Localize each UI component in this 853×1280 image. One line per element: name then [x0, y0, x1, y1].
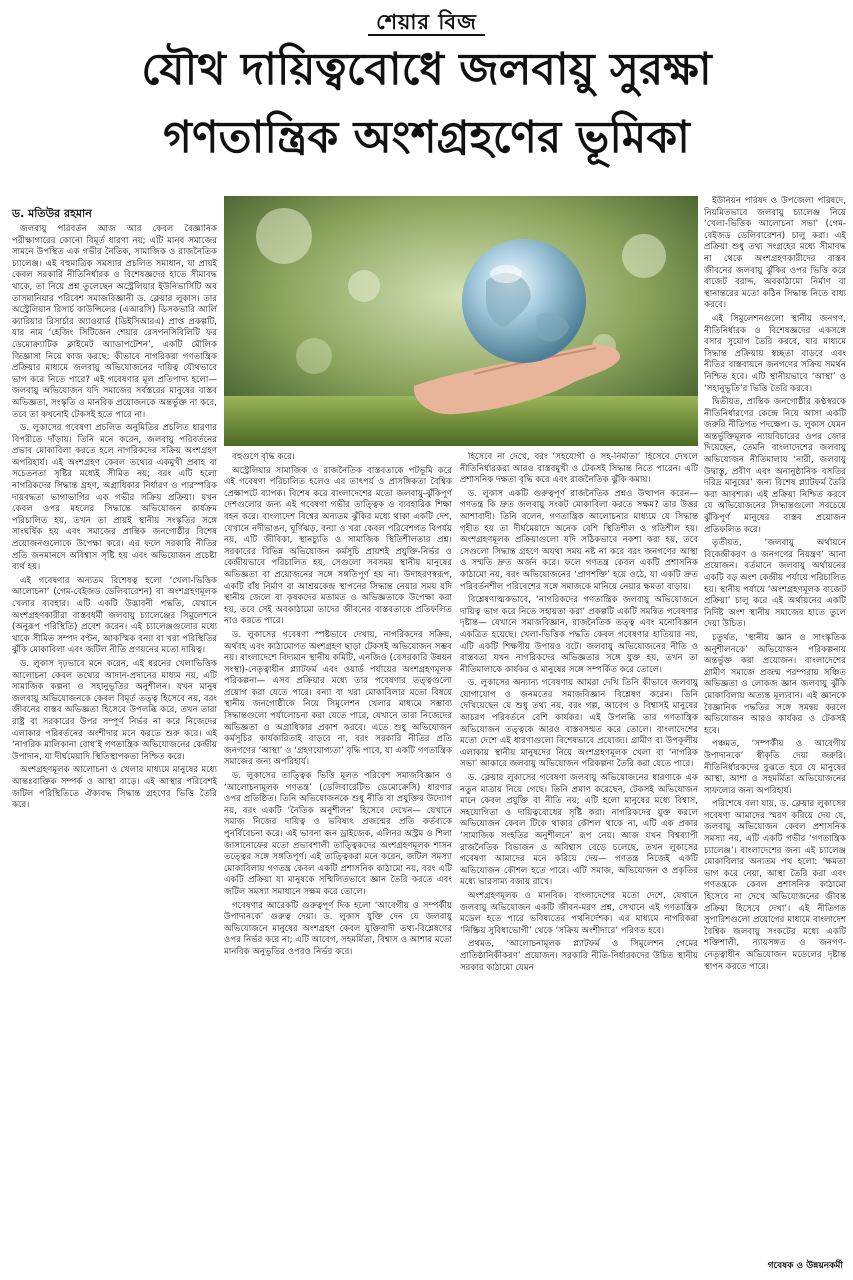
- globe-in-hand-illustration: [224, 196, 698, 446]
- paragraph: ড. লুকাসের অন্যান্য গবেষণায় আমরা দেখি তিনি কীভাবে জলবায়ু যোগাযোগ ও জনমতের সমাজবিজ্ঞান বিশ্লেষণ করেন। তিনি দেখিয়েছেন যে শুধু তথ্য নয়, বরং গল্প, আবেগ ও বিশ্বাসই মানুষের আচরণ পরিবর্তনে বেশি কার্যকর। এই উপলব্ধি তার গণতান্ত্রিক অভিযোজন তত্ত্বকে আরও বাস্তবসম্মত করে তোলে। বাংলাদেশের মতো দেশে এই ধারণাগুলো বিশেষভাবে প্রযোজ্য। গ্রামীণ বা উপকূলীয় এলাকায় স্থানীয় মানুষদের নিয়ে অংশগ্রহণমূলক খেলা বা ‘নাগরিক সভা’ আকারে জলবায়ু অভিযোজন পরিকল্পনা তৈরি করা যেতে পারে।: [460, 678, 698, 770]
- byline: ড. মতিউর রহমান: [12, 207, 92, 220]
- paragraph: পঞ্চমত, ‘সম্পর্কীয় ও আবেগীয় উপাদানকে’ স্বীকৃতি দেয়া জরুরি। নীতিনির্ধারকদের বুঝতে হবে যে মানুষের আস্থা, আশা ও সহমর্মিতা অভিযোজনের সাফল্যের জন্য অপরিহার্য।: [704, 739, 846, 796]
- paragraph: বহুগুণে বৃদ্ধি করে।: [232, 452, 295, 462]
- paragraph: চতুর্থত, ‘স্থানীয় জ্ঞান ও সাংস্কৃতিক অনুশীলনকে’ অভিযোজন পরিকল্পনায় অন্তর্ভুক্ত করা প্রয়োজন। বাংলাদেশের গ্রামীণ সমাজে প্রজন্ম পরম্পরায় সঞ্চিত অভিজ্ঞতা ও লোকজ জ্ঞান জলবায়ু ঝুঁকি মোকাবিলায় অত্যন্ত মূল্যবান। এই জ্ঞানকে বৈজ্ঞানিক পদ্ধতির সঙ্গে সমন্বয় করলে অভিযোজন আরও কার্যকর ও টেকসই হবে।: [704, 632, 846, 736]
- paragraph: অংশগ্রহণমূলক আলোচনা ও খেলার মাধ্যমে মানুষের মধ্যে আন্তঃব্যক্তিক সম্পর্ক ও আস্থা বাড়ে। এই আস্থার পরিবেশই জটিল পরিস্থিতিতে ঐক্যবদ্ধ সিদ্ধান্ত গ্রহণের ভিত্তি তৈরি করে।: [12, 765, 217, 811]
- paragraph: ইউনিয়ন পরিষদ ও উপজেলা পরিষদে, নিয়মিতভাবে জলবায়ু চ্যালেঞ্জ নিয়ে ‘খেলা-ভিত্তিক আলোচনা সভা’ (গেম-বেইজড ডেলিবারেশন) চালু করা। এই প্রক্রিয়া শুধু তথ্য সংগ্রহের মধ্যে সীমাবদ্ধ না থেকে অংশগ্রহণকারীদের বাস্তব জীবনের জলবায়ু ঝুঁকির ওপর ভিত্তি করে বাজেট বরাদ্দ, অবকাঠামো নির্মাণ বা স্থানান্তরের মতো কঠিন সিদ্ধান্ত নিতে বাধ্য করবে।: [704, 196, 846, 311]
- paragraph: ড. লুকাস দৃঢ়ভাবে মনে করেন, এই ধরনের খেলাভিত্তিক আলোচনা কেবল তথ্যের আদান-প্রদানের মাধ্যম নয়, এটি সামাজিক কল্পনা ও সহানুভূতির অনুশীলন। যখন মানুষ জলবায়ু অভিযোজনকে কেবল বিমূর্ত তত্ত্ব হিসেবে নয়, বরং জীবনের বাস্তব অভিজ্ঞতা হিসেবে উপলব্ধি করে, তখন তারা রাষ্ট্র বা সরকারের উপর সম্পূর্ণ নির্ভর না করে নিজেদের এলাকার পরিবর্তনের অংশীদার মনে করতে শুরু করে। এই ‘নাগরিক মালিকানা বোধ’ই গণতান্ত্রিক অভিযোজনের কেন্দ্রীয় উপাদান, যা দীর্ঘমেয়াদি স্থিতিস্থাপকতা নিশ্চিত করে।: [12, 658, 217, 762]
- paragraph: গবেষণার আরেকটি গুরুত্বপূর্ণ দিক হলো ‘আবেগীয় ও সম্পর্কীয় উপাদানকে’ গুরুত্ব দেয়া। ড. লুকাস যুক্তি দেন যে জলবায়ু অভিযোজনে মানুষের অংশগ্রহণ কেবল যুক্তিবাদী তথ্য-বিশ্লেষণের ওপর নির্ভর করে না; এটি আবেগ, সহমর্মিতা, বিশ্বাস ও আশার মতো মানবিক অনুভূতির ওপরও নির্ভর করে।: [224, 900, 452, 957]
- headline-line-2: গণতান্ত্রিক অংশগ্রহণের ভূমিকা: [163, 112, 690, 163]
- article-photo: [224, 196, 698, 446]
- paragraph: এই গবেষণার অন্যতম বিশেষত্ব হলো ‘খেলা-ভিত্তিক আলোচনা’ (গেম-বেইজড ডেলিবারেশন) বা অংশগ্রহণমূলক খেলার ব্যবহার। এটি একটি উদ্ভাবনী পদ্ধতি, যেখানে অংশগ্রহণকারীরা বাস্তবধর্মী জলবায়ু চ্যালেঞ্জের সিমুলেশনে (অনুরূপ পরিস্থিতি) প্রবেশ করেন। এই চ্যালেঞ্জগুলোর মধ্যে থাকে সীমিত সম্পদ বণ্টন, আকস্মিক বন্যা বা খরা পরিস্থিতির ঝুঁকি মোকাবিলা এবং জটিল নীতি প্রণয়নের মতো দায়িত্ব।: [12, 575, 217, 656]
- paragraph: দ্বিতীয়ত, প্রান্তিক জনগোষ্ঠীর কণ্ঠস্বরকে নীতিনির্ধারণের কেন্দ্রে নিয়ে আসা একটি জরুরি নীতিগত পদক্ষেপ। ড. লুকাস যেমন অন্তর্ভুক্তিমূলক ন্যায়বিচারের ওপর জোর দিয়েছেন, তেমনি বাংলাদেশের জলবায়ু অভিযোজন নীতিমালায় ‘নারী, জলবায়ু উদ্বাস্তু, প্রবীণ এবং অনানুষ্ঠানিক বসতির দরিদ্র মানুষের’ জন্য বিশেষ প্ল্যাটফর্ম তৈরি করা আবশ্যক। এই প্রক্রিয়া নিশ্চিত করবে যে অভিযোজনের সিদ্ধান্তগুলো সবচেয়ে ঝুঁকিপূর্ণ মানুষের বাস্তব প্রয়োজন প্রতিফলিত করে।: [704, 397, 846, 535]
- masthead-title: শেয়ার বিজ: [368, 10, 485, 36]
- paragraph: ড. লুকাসের তাত্ত্বিক ভিত্তি মূলত পরিবেশ সমাজবিজ্ঞান ও ‘আলোচনামূলক গণতন্ত্র’ (ডেলিবারেটিভ ডেমোক্রেসি) ধারণার ওপর প্রতিষ্ঠিত। তিনি অভিযোজনকে শুধু নীতি বা প্রযুক্তির উদ্যোগ নয়, বরং একটি ‘নৈতিক অনুশীলন’ হিসেবে দেখেন— যেখানে সমাজ নিজের দায়িত্ব ও ভবিষ্যৎ প্রজন্মের প্রতি কর্তব্যকে পুনর্বিবেচনা করে। এই ভাবনা জন ড্রাইজেক, এলিনর অস্ট্রম ও শিলা জাসানোফের মতো প্রভাবশালী তাত্ত্বিকদের অংশগ্রহণমূলক শাসন তত্ত্বের সঙ্গে সঙ্গতিপূর্ণ। এই তাত্ত্বিকরা মনে করেন, জটিল সমস্যা মোকাবিলায় গণতন্ত্র কেবল একটি প্রশাসনিক কাঠামো নয়, বরং এটি একটি প্রক্রিয়া যা মানুষকে সম্মিলিতভাবে জ্ঞান তৈরি করতে এবং জটিল সমস্যা সমাধানে সক্ষম করে তোলে।: [224, 771, 452, 897]
- author-credit: গবেষক ও উন্নয়নকর্মী: [767, 1261, 843, 1271]
- masthead: [0, 6, 853, 41]
- article-column-3: [460, 452, 698, 1268]
- paragraph: বিশ্লেষণাত্মকভাবে, ‘নাগরিকদের গণতান্ত্রিক জলবায়ু অভিযোজনে দায়িত্ব ভাগ করে নিতে সহায়তা করা’ প্রকল্পটি একটি সমন্বিত গবেষণার দৃষ্টান্ত— যেখানে সমাজবিজ্ঞান, রাজনৈতিক তত্ত্ব এবং মনোবিজ্ঞান একত্রিত হয়েছে। খেলা-ভিত্তিক পদ্ধতি কেবল গবেষণার হাতিয়ার নয়, এটি একটি শিক্ষণীয় উপায়ও বটে। জলবায়ু অভিযোজনের নীতি ও বাস্তবতা যখন নাগরিকদের অভিজ্ঞতার সঙ্গে যুক্ত হয়, তখন তা নীতিমালাকে কার্যকর ও মানুষের সঙ্গে সম্পর্কিত করে তোলে।: [460, 595, 698, 675]
- paragraph: এই সিমুলেশনগুলো স্থানীয় জনগণ, নীতিনির্ধারক ও বিশেষজ্ঞদের একসঙ্গে বসার সুযোগ তৈরি করবে, যার মাধ্যমে সিদ্ধান্ত প্রক্রিয়ায় স্বচ্ছতা বাড়বে এবং নীতির বাস্তবায়নে জনগণের সক্রিয় সমর্থন নিশ্চিত হবে। এটি স্থানীয়ভাবে ‘আস্থা’ ও ‘সহানুভূতি’র ভিত্তি তৈরি করবে।: [704, 313, 846, 394]
- paragraph: তৃতীয়ত, ‘জলবায়ু অর্থায়নে বিকেন্দ্রীকরণ ও জনগণের নিয়ন্ত্রণ’ আনা প্রয়োজন। বর্তমানে জলবায়ু অর্থায়নের একটি বড় অংশ কেন্দ্রীয় পর্যায়ে পরিচালিত হয়। স্থানীয় পর্যায়ে ‘অংশগ্রহণমূলক বাজেট প্রক্রিয়া’ চালু করে এই অর্থায়নের একটি নির্দিষ্ট অংশ স্থানীয় সমাজের হাতে তুলে দেয়া উচিত।: [704, 538, 846, 630]
- paragraph: জলবায়ু পরিবর্তন আজ আর কেবল বৈজ্ঞানিক পরীক্ষাগারের কোনো বিমূর্ত ধারণা নয়; এটি মানব সমাজের সামনে উপস্থিত এক গভীর নৈতিক, সামাজিক ও রাজনৈতিক চ্যালেঞ্জ। এই বহুমাত্রিক সমস্যার প্রচলিত সমাধান, যা প্রায়ই কেবল সরকারি নীতিনির্ধারক ও বিশেষজ্ঞদের হাতে সীমাবদ্ধ থাকে, তা নিয়ে প্রশ্ন তুলেছেন অস্ট্রেলিয়ার ইউনিভার্সিটি অব তাসমানিয়ার পরিবেশ সমাজবিজ্ঞানী ড. ক্লেয়ার লুকাস। তার অস্ট্রেলিয়ান রিসার্চ কাউন্সিলের (এআরসি) ডিসকভারি আর্লি ক্যারিয়ার রিসার্চার অ্যাওয়ার্ড (ডিইসিআরএ) প্রাপ্ত প্রকল্পটি, যার নাম ‘হেজিং সিটিজেন শেয়ার রেসপনসিবিলিটি ফর ডেমোক্র্যাটিক ক্লাইমেট অ্যাডাপটেশন’, একটি মৌলিক জিজ্ঞাসা নিয়ে কাজ করছে: কীভাবে নাগরিকরা গণতান্ত্রিক প্রক্রিয়ার মাধ্যমে জলবায়ু অভিযোজনের দায়িত্ব যৌথভাবে ভাগ করে নিতে পারে? এই গবেষণার মূল প্রতিপাদ্য হলো— জলবায়ু অভিযোজন যদি সমাজের সর্বস্তরের মানুষের বাস্তব অভিজ্ঞতা, সংস্কৃতি ও মানবিক প্রয়োজনকে অন্তর্ভুক্ত না করে, তবে তা কখনোই টেকসই হতে পারে না।: [12, 224, 217, 420]
- paragraph: ড. ক্লেয়ার লুকাসের গবেষণা জলবায়ু অভিযোজনের ধারণাকে এক নতুন মাত্রায় নিয়ে গেছে। তিনি প্রমাণ করেছেন, টেকসই অভিযোজন মানে কেবল প্রযুক্তি বা নীতি নয়; এটি হলো মানুষের মধ্যে বিশ্বাস, সহযোগিতা ও দায়িত্ববোধের সৃষ্টি করা। নাগরিকদের যুক্ত করলে অভিযোজন কেবল টিকে থাকার কৌশল থাকে না, এটি এক প্রকার ‘সামাজিক সংহতির অনুশীলনে’ রূপ নেয়। আজ যখন বিশ্বব্যাপী রাজনৈতিক বিভাজন ও অবিশ্বাস বেড়ে চলেছে, তখন লুকাসের গবেষণা আমাদের মনে করিয়ে দেয়— গণতন্ত্র নিজেই একটি অভিযোজন কৌশল হতে পারে। এটি সমাজ, অভিযোজন ও প্রকৃতির মধ্যে ভারসাম্য বজায় রাখে।: [460, 773, 698, 888]
- headline-line-1: যৌথ দায়িত্ববোধে জলবায়ু সুরক্ষা: [141, 44, 712, 95]
- paragraph: অস্ট্রেলিয়ার সামাজিক ও রাজনৈতিক বাস্তবতাকে পটভূমি করে এই গবেষণা পরিচালিত হলেও এর তাৎপর্য ও প্রাসঙ্গিকতা বৈশ্বিক প্রেক্ষাপটে ব্যাপক। বিশেষ করে বাংলাদেশের মতো জলবায়ু-ঝুঁকিপূর্ণ দেশগুলোর জন্য এই গবেষণা গভীর তাত্ত্বিক ও ব্যবহারিক শিক্ষা বহন করে। বাংলাদেশ বিশ্বের অন্যতম ঝুঁকির মধ্যে থাকা একটি দেশ, যেখানে নদীভাঙন, ঘূর্ণিঝড়, বন্যা ও খরা কেবল পরিবেশগত বিপর্যয় নয়, এটি জীবিকা, স্থানচ্যুতি ও সামাজিক স্থিতিশীলতার প্রশ্ন। সরকারের বিভিন্ন অভিযোজন কর্মসূচি প্রায়শই প্রযুক্তি-নির্ভর ও কেন্দ্রীয়ভাবে পরিচালিত হয়, সেগুলো সবসময় স্থানীয় মানুষের অভিজ্ঞতা বা প্রয়োজনের সঙ্গে সঙ্গতিপূর্ণ হয় না। উদাহরণস্বরূপ, একটি বাঁধ নির্মাণ বা আশ্রয়কেন্দ্র স্থাপনের সিদ্ধান্ত নেয়ার সময় যদি স্থানীয় জেলে বা কৃষকদের মতামত ও অভিজ্ঞতাকে উপেক্ষা করা হয়, তবে সেই অবকাঠামো তাদের জীবনের বাস্তবতাকে প্রতিফলিত নাও করতে পারে।: [224, 465, 452, 627]
- article-column-1: [12, 224, 217, 1268]
- article-column-4: [704, 196, 846, 1256]
- paragraph: ড. লুকাস একটি গুরুত্বপূর্ণ রাজনৈতিক প্রশ্নও উত্থাপন করেন— গণতন্ত্র কি দ্রুত জলবায়ু সংকট মোকাবিলা করতে সক্ষম? তার উত্তর আশাবাদী। তিনি বলেন, গণতান্ত্রিক আলোচনার মাধ্যমে যে সিদ্ধান্ত গৃহীত হয় তা দীর্ঘমেয়াদে অনেক বেশি স্থিতিশীল ও গতিশীল হয়। অংশগ্রহণমূলক প্রক্রিয়াগুলো যদি সঠিকভাবে নকশা করা হয়, তবে সেগুলো সিদ্ধান্ত গ্রহণে অযথা সময় নষ্ট না করে বরং জনগণের আস্থা ও সম্মতি দ্রুত অর্জন করে। ফলে গণতন্ত্র কেবল একটি প্রশাসনিক কাঠামো নয়, বরং অভিযোজনের ‘প্রাণশক্তি’ হয়ে ওঠে, যা একটি দ্রুত পরিবর্তনশীল পরিবেশের সঙ্গে সমাজকে মানিয়ে নেয়ার ক্ষমতা বাড়ায়।: [460, 488, 698, 592]
- paragraph: ড. লুকাসের গবেষণা প্রচলিত অনুমিতির প্রচলিত ধারণার বিপরীতে দাঁড়ায়। তিনি মনে করেন, জলবায়ু পরিবর্তনের প্রভাব মোকাবিলা করতে হলে নাগরিকদের সক্রিয় অংশগ্রহণ অপরিহার্য। এই অংশগ্রহণ কেবল তথ্যের একমুখী প্রবাহ বা সচেতনতা সৃষ্টির মধ্যেই সীমিত নয়; বরং এটি হলো নাগরিকদের সিদ্ধান্ত গ্রহণ, অগ্রাধিকার নির্ধারণ ও পারস্পরিক দায়বদ্ধতা ভাগাভাগির এক গভীর সক্রিয় প্রক্রিয়া। যখন কেবল ওপর মহলের সিদ্ধান্তে অভিযোজন কার্যক্রম পরিচালিত হয়, তখন তা প্রায়ই স্থানীয় সংস্কৃতির সঙ্গে সাংঘর্ষিক হয় এবং সমাজের প্রান্তিক জনগোষ্ঠীর বিশেষ প্রয়োজনগুলোকে উপেক্ষা করে। এর ফলে সরকারি নীতির প্রতি জনমানসে অবিশ্বাস সৃষ্টি হয় এবং অভিযোজন প্রচেষ্টা ব্যর্থ হয়।: [12, 423, 217, 573]
- paragraph: অংশগ্রহণমূলক ও মানবিক। বাংলাদেশের মতো দেশে, যেখানে জলবায়ু অভিযোজন একটি জীবন-মরণ প্রশ্ন, সেখানে এই গণতান্ত্রিক মডেল হতে পারে ভবিষ্যতের পথনির্দেশক। এর মাধ্যমে নাগরিকরা ‘নিষ্ক্রিয় সুবিধাভোগী’ থেকে ‘সক্রিয় অংশীদারে’ পরিণত হবে।: [460, 890, 698, 936]
- paragraph: হিসেবে না দেখে, বরং ‘সহযোগী ও সহ-নির্মাতা’ হিসেবে দেখলে নীতিনির্ধারকরা আরও বাস্তবমুখী ও টেকসই সিদ্ধান্ত নিতে পারেন। এটি প্রশাসনিক দক্ষতা বৃদ্ধি করে এবং রাজনৈতিক ঝুঁকি কমায়।: [460, 452, 698, 486]
- article-column-2: [224, 452, 452, 1268]
- paragraph: পরিশেষে বলা যায়, ড. ক্লেয়ার লুকাসের গবেষণা আমাদের স্মরণ করিয়ে দেয় যে, জলবায়ু অভিযোজন কেবল প্রশাসনিক সমস্যা নয়, এটি একটি গভীর ‘গণতান্ত্রিক চ্যালেঞ্জ’। বাংলাদেশের জন্য এই চ্যালেঞ্জ মোকাবিলার অন্যতম পথ হলো: ‘ক্ষমতা ভাগ করে নেয়া, আস্থা তৈরি করা এবং গণতন্ত্রকে কেবল প্রশাসনিক কাঠামো হিসেবে না দেখে অভিযোজনের জীবন্ত প্রক্রিয়া হিসেবে দেখা’। এই নীতিগত সুপারিশগুলো প্রয়োগের মাধ্যমে বাংলাদেশ বৈশ্বিক জলবায়ু সংকটের মধ্যে একটি শক্তিশালী, ন্যায়সঙ্গত ও জনগণ-নেতৃত্বাধীন অভিযোজন মডেলের দৃষ্টান্ত স্থাপন করতে পারে।: [704, 799, 846, 972]
- paragraph: ড. লুকাসের গবেষণা স্পষ্টভাবে দেখায়, নাগরিকদের সক্রিয়, অর্থবহ এবং কাঠামোগত অংশগ্রহণ ছাড়া টেকসই অভিযোজন সম্ভব নয়। বাংলাদেশে বিদ্যমান স্থানীয় কমিটি, এনজিও (বেসরকারি উন্নয়ন সংস্থা)-নেতৃত্বাধীন প্ল্যাটফর্ম এবং ওয়ার্ড পর্যায়ের অংশগ্রহণমূলক পরিকল্পনা— এসব প্রক্রিয়ার মধ্যে তার গবেষণার তত্ত্বগুলো প্রয়োগ করা যেতে পারে। বন্যা বা খরা মোকাবিলার মতো বিষয়ে স্থানীয় জনগোষ্ঠীকে নিয়ে সিমুলেশন খেলার মাধ্যমে সম্ভাব্য সিদ্ধান্তগুলো পর্যালোচনা করা যেতে পারে, যেখানে তারা নিজেদের অভিজ্ঞতা ও অগ্রাধিকার প্রকাশ করবে। এতে শুধু অভিযোজন কর্মসূচির কার্যকারিতাই বাড়বে না, বরং সরকারি নীতির প্রতি জনগণের ‘আস্থা’ ও ‘গ্রহণযোগ্যতা’ বৃদ্ধি পাবে, যা একটি গণতান্ত্রিক সমাজের জন্য অপরিহার্য।: [224, 629, 452, 768]
- paragraph: প্রথমত, ‘আলোচনামূলক প্ল্যাটফর্ম ও সিমুলেশন গেমের প্রাতিষ্ঠানিকীকরণ’ প্রয়োজন। সরকারি নীতি-নির্ধারকদের উচিত স্থানীয় সরকার কাঠামো যেমন: [460, 939, 698, 973]
